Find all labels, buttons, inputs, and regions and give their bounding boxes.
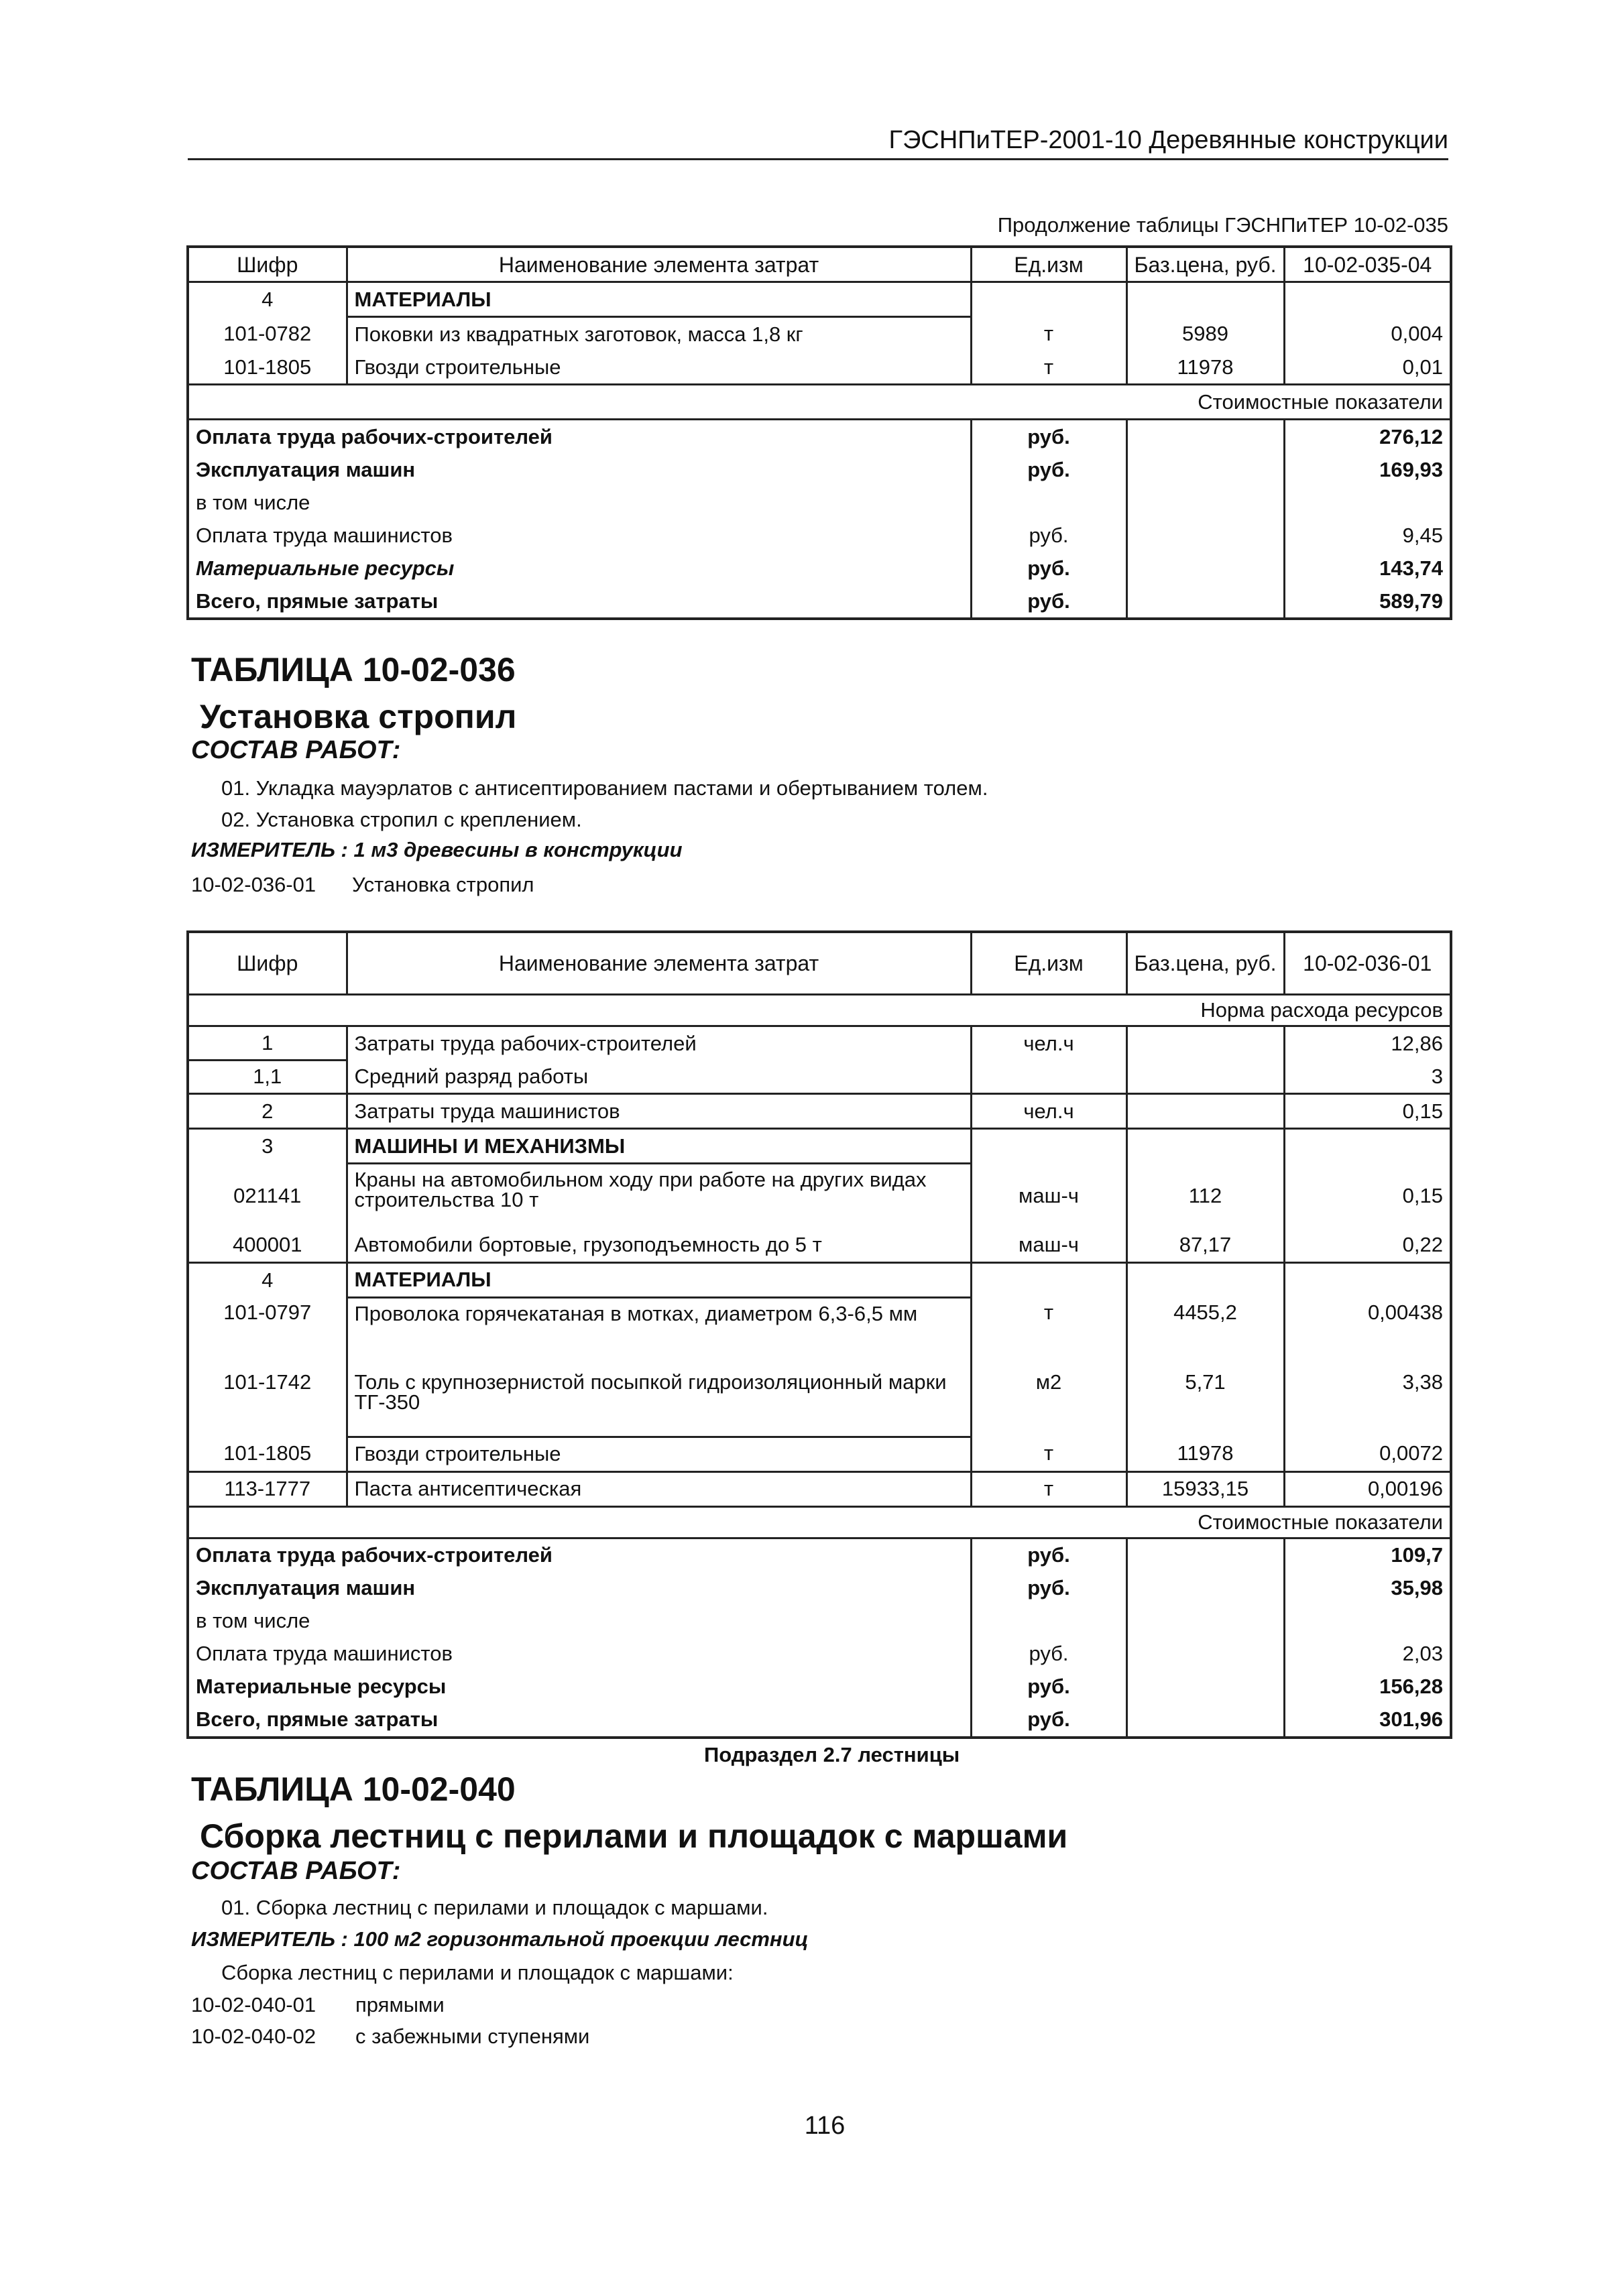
- cell-name: Затраты труда рабочих-строителей: [347, 1026, 971, 1061]
- cost-name: Оплата труда машинистов: [188, 519, 971, 552]
- cell-code: 1,1: [188, 1060, 347, 1094]
- table-row: [188, 1060, 1451, 1094]
- cell-price: [1126, 1060, 1284, 1094]
- cell-price: 5989: [1126, 317, 1284, 351]
- table-header-row: [188, 247, 1451, 282]
- item-code: 10-02-036-01: [191, 873, 316, 896]
- cost-name: Эксплуатация машин: [188, 453, 971, 486]
- cell-code: 1: [188, 1026, 347, 1061]
- cell-value: 0,004: [1391, 321, 1443, 345]
- cell-price: [1126, 1129, 1284, 1164]
- cost-row: [188, 552, 1451, 585]
- cell-name: Краны на автомобильном ходу при работе на других видах строительства 10 т: [347, 1164, 971, 1228]
- section-subtitle: Сборка лестниц с перилами и площадок с маршами: [200, 1817, 1068, 1855]
- measure-unit: ИЗМЕРИТЕЛЬ : 1 м3 древесины в конструкции: [191, 838, 683, 861]
- cost-name: Оплата труда рабочих-строителей: [188, 420, 971, 454]
- cost-value: 156,28: [1379, 1675, 1443, 1698]
- table-row: [188, 351, 1451, 385]
- cell-name: МАШИНЫ И МЕХАНИЗМЫ: [347, 1129, 971, 1164]
- cell-price: 87,17: [1126, 1228, 1284, 1263]
- cell-unit: т: [971, 351, 1126, 385]
- cell-value: 0,22: [1284, 1228, 1451, 1263]
- cost-label-row: [188, 1506, 1451, 1538]
- cost-value: 276,12: [1379, 424, 1443, 448]
- cost-unit: руб.: [971, 585, 1126, 619]
- cell-unit: т: [971, 1297, 1126, 1367]
- cell-value: [1284, 1129, 1451, 1164]
- cost-row: [188, 1605, 1451, 1638]
- work-item: 02. Установка стропил с креплением.: [221, 808, 582, 831]
- cell-name: Средний разряд работы: [347, 1060, 971, 1094]
- cost-name: Всего, прямые затраты: [188, 585, 971, 619]
- table-row: [188, 1228, 1451, 1263]
- cell-unit: м2: [971, 1367, 1126, 1437]
- cost-value: 9,45: [1402, 523, 1443, 547]
- cost-unit: руб.: [971, 1638, 1126, 1671]
- measure-unit: ИЗМЕРИТЕЛЬ : 100 м2 горизонтальной проекции лестниц: [191, 1927, 809, 1951]
- cost-row: [188, 1572, 1451, 1605]
- cell-name: Проволока горячекатаная в мотках, диаметром 6,3-6,5 мм: [347, 1297, 971, 1367]
- cell-unit: маш-ч: [971, 1164, 1126, 1228]
- col-header-price: Баз.цена, руб.: [1126, 932, 1284, 995]
- cost-label: Стоимостные показатели: [188, 1506, 1451, 1538]
- table-row: [188, 1262, 1451, 1297]
- intro-text: Сборка лестниц с перилами и площадок с маршами:: [221, 1961, 734, 1984]
- cost-unit: руб.: [971, 1671, 1126, 1703]
- cell-value: [1284, 1262, 1451, 1297]
- cell-code: 101-0782: [188, 317, 347, 351]
- col-header-value: 10-02-035-04: [1284, 247, 1451, 282]
- cell-name: Толь с крупнозернистой посыпкой гидроизоляционный марки ТГ-350: [347, 1367, 971, 1437]
- cell-unit: [971, 1060, 1126, 1094]
- item-name: Установка стропил: [352, 873, 534, 896]
- cost-value: 35,98: [1391, 1576, 1443, 1599]
- cell-price: 112: [1126, 1164, 1284, 1228]
- norm-label: Норма расхода ресурсов: [188, 995, 1451, 1026]
- table-row: [188, 1471, 1451, 1506]
- cell-name: МАТЕРИАЛЫ: [347, 1262, 971, 1297]
- cell-unit: т: [971, 1437, 1126, 1471]
- running-header: ГЭСНПиТЕР-2001-10 Деревянные конструкции: [888, 126, 1448, 154]
- cost-value: 2,03: [1402, 1642, 1443, 1665]
- item-code: 10-02-040-02: [191, 2025, 316, 2048]
- cell-price: 5,71: [1126, 1367, 1284, 1437]
- cell-code: 113-1777: [188, 1471, 347, 1506]
- cost-name: Оплата труда рабочих-строителей: [188, 1538, 971, 1572]
- cost-unit: руб.: [971, 1703, 1126, 1738]
- cost-row: [188, 420, 1451, 454]
- cost-label-row: [188, 385, 1451, 420]
- section-title: ТАБЛИЦА 10-02-036: [191, 651, 516, 688]
- cell-code: 4: [188, 282, 347, 317]
- cell-code: 3: [188, 1129, 347, 1164]
- col-header-code: Шифр: [188, 932, 347, 995]
- cost-name: в том числе: [188, 1605, 971, 1638]
- cell-code: 101-1805: [188, 351, 347, 385]
- cell-price: 11978: [1126, 351, 1284, 385]
- cell-name: Гвозди строительные: [347, 351, 971, 385]
- cost-row: [188, 585, 1451, 619]
- cell-code: 101-0797: [188, 1297, 347, 1367]
- cell-price: 4455,2: [1126, 1297, 1284, 1367]
- cost-name: Оплата труда машинистов: [188, 1638, 971, 1671]
- work-item: 01. Укладка мауэрлатов с антисептированием пастами и обертыванием толем.: [221, 776, 988, 800]
- cell-unit: т: [971, 317, 1126, 351]
- col-header-unit: Ед.изм: [971, 247, 1126, 282]
- cost-row: [188, 453, 1451, 486]
- table-row: [188, 1164, 1451, 1228]
- cost-unit: [971, 1605, 1126, 1638]
- cell-price: [1126, 1262, 1284, 1297]
- cost-value: 589,79: [1379, 589, 1443, 613]
- cell-value: [1284, 282, 1451, 317]
- cell-value: 0,15: [1284, 1094, 1451, 1129]
- cell-unit: [971, 1129, 1126, 1164]
- cost-row: [188, 1671, 1451, 1703]
- table-row: [188, 1437, 1451, 1471]
- cell-name: Затраты труда машинистов: [347, 1094, 971, 1129]
- table-036: [186, 930, 1452, 1739]
- cell-value: 0,01: [1284, 351, 1451, 385]
- cell-code: 101-1742: [188, 1367, 347, 1437]
- cost-value: 143,74: [1379, 556, 1443, 580]
- table-row: [188, 1026, 1451, 1061]
- cell-code: 4: [188, 1262, 347, 1297]
- section-title: ТАБЛИЦА 10-02-040: [191, 1770, 516, 1808]
- cost-name: Всего, прямые затраты: [188, 1703, 971, 1738]
- work-composition-label: СОСТАВ РАБОТ:: [191, 736, 401, 764]
- cost-unit: руб.: [971, 519, 1126, 552]
- work-item: 01. Сборка лестниц с перилами и площадок с маршами.: [221, 1896, 768, 1919]
- cost-name: Материальные ресурсы: [188, 552, 971, 585]
- cost-unit: руб.: [971, 552, 1126, 585]
- table-row: [188, 1094, 1451, 1129]
- cell-value: 0,00438: [1367, 1301, 1443, 1324]
- cell-code: 101-1805: [188, 1437, 347, 1471]
- cost-row: [188, 486, 1451, 519]
- col-header-code: Шифр: [188, 247, 347, 282]
- cell-price: [1126, 1026, 1284, 1061]
- cell-value: 0,0072: [1284, 1437, 1451, 1471]
- table-row: [188, 282, 1451, 317]
- cell-name: Автомобили бортовые, грузоподъемность до 5 т: [347, 1228, 971, 1263]
- col-header-name: Наименование элемента затрат: [347, 247, 971, 282]
- subsection-title: Подраздел 2.7 лестницы: [704, 1743, 960, 1766]
- item-name: с забежными ступенями: [355, 2025, 590, 2048]
- cell-unit: чел.ч: [971, 1094, 1126, 1129]
- cost-value: 301,96: [1379, 1707, 1443, 1731]
- cost-unit: [971, 486, 1126, 519]
- col-header-price: Баз.цена, руб.: [1126, 247, 1284, 282]
- item-name: прямыми: [355, 1993, 445, 2016]
- cell-name: МАТЕРИАЛЫ: [347, 282, 971, 317]
- cell-name: Гвозди строительные: [347, 1437, 971, 1471]
- cost-value: [1284, 1605, 1451, 1638]
- cost-unit: руб.: [971, 1572, 1126, 1605]
- cost-unit: руб.: [971, 420, 1126, 454]
- cost-label: Стоимостные показатели: [188, 385, 1451, 420]
- cell-code: 400001: [188, 1228, 347, 1263]
- cell-unit: [971, 1262, 1126, 1297]
- item-code: 10-02-040-01: [191, 1993, 316, 2016]
- cost-value: 169,93: [1379, 457, 1443, 481]
- cell-value: 0,00196: [1284, 1471, 1451, 1506]
- cost-row: [188, 1703, 1451, 1738]
- cell-unit: т: [971, 1471, 1126, 1506]
- cost-value: 109,7: [1391, 1543, 1443, 1567]
- cell-code: 021141: [188, 1164, 347, 1228]
- cost-name: в том числе: [188, 486, 971, 519]
- cost-unit: руб.: [971, 1538, 1126, 1572]
- cell-unit: [971, 282, 1126, 317]
- col-header-name: Наименование элемента затрат: [347, 932, 971, 995]
- header-rule: [188, 158, 1448, 160]
- cost-value: [1284, 486, 1451, 519]
- norm-label-row: [188, 995, 1451, 1026]
- col-header-unit: Ед.изм: [971, 932, 1126, 995]
- cell-value: 12,86: [1391, 1031, 1443, 1055]
- cell-name: Поковки из квадратных заготовок, масса 1,8 кг: [347, 317, 971, 351]
- cell-price: [1126, 282, 1284, 317]
- table-row: [188, 1129, 1451, 1164]
- cost-row: [188, 519, 1451, 552]
- table-header-row: [188, 932, 1451, 995]
- cell-price: 11978: [1126, 1437, 1284, 1471]
- table-row: [188, 317, 1451, 351]
- cell-name: Паста антисептическая: [347, 1471, 971, 1506]
- cell-unit: чел.ч: [971, 1026, 1126, 1061]
- cost-row: [188, 1638, 1451, 1671]
- cell-code: 2: [188, 1094, 347, 1129]
- cost-row: [188, 1538, 1451, 1572]
- page-number: 116: [804, 2112, 846, 2140]
- table-caption: Продолжение таблицы ГЭСНПиТЕР 10-02-035: [997, 213, 1448, 237]
- table-row: [188, 1367, 1451, 1437]
- cell-value: 3: [1284, 1060, 1451, 1094]
- section-subtitle: Установка стропил: [200, 698, 517, 735]
- cell-price: 15933,15: [1126, 1471, 1284, 1506]
- cell-value: 3,38: [1402, 1370, 1443, 1394]
- cell-unit: маш-ч: [971, 1228, 1126, 1263]
- cost-name: Эксплуатация машин: [188, 1572, 971, 1605]
- work-composition-label: СОСТАВ РАБОТ:: [191, 1857, 401, 1885]
- table-035: [186, 245, 1452, 620]
- cost-unit: руб.: [971, 453, 1126, 486]
- col-header-value: 10-02-036-01: [1284, 932, 1451, 995]
- table-row: [188, 1297, 1451, 1367]
- cell-price: [1126, 1094, 1284, 1129]
- cost-name: Материальные ресурсы: [188, 1671, 971, 1703]
- cell-value: 0,15: [1402, 1183, 1443, 1207]
